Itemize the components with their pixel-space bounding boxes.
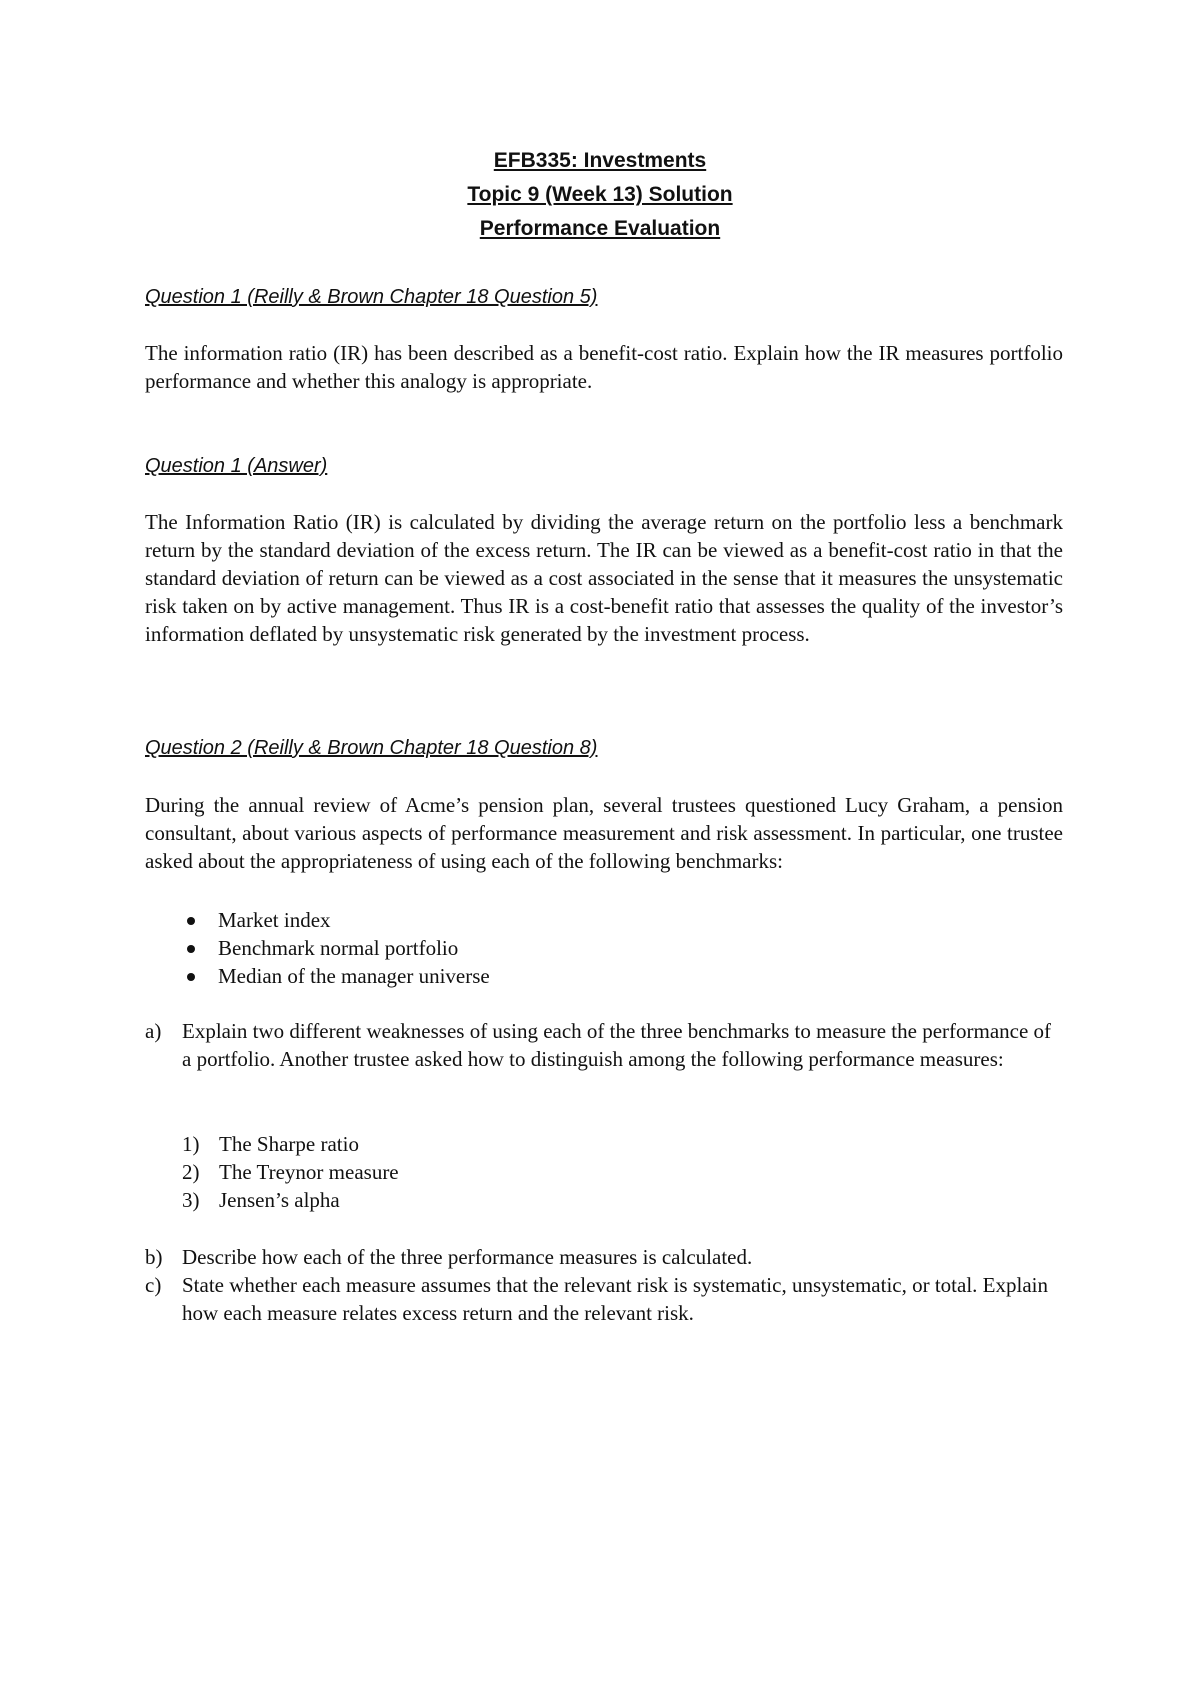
course-title: EFB335: Investments xyxy=(493,149,707,172)
topic-title: Topic 9 (Week 13) Solution xyxy=(467,183,733,206)
list-item xyxy=(182,1186,399,1214)
part-c-marker: c) xyxy=(145,1273,162,1297)
part-b-text: Describe how each of the three performance measures is calculated. xyxy=(182,1245,753,1269)
measure-number: 1) xyxy=(182,1132,200,1156)
benchmark-list xyxy=(185,906,490,990)
measure-label: The Sharpe ratio xyxy=(219,1132,359,1156)
part-a-text: Explain two different weaknesses of using each of the three benchmarks to measure the performance of a portfolio. Another trustee asked how to distinguish among the following performance measures: xyxy=(182,1019,1052,1071)
subject-title: Performance Evaluation xyxy=(479,217,721,240)
part-b xyxy=(145,1243,1063,1271)
list-item xyxy=(182,1130,399,1158)
list-item: Market index xyxy=(185,906,490,934)
document-title-block xyxy=(0,144,1200,246)
question-1-heading: Question 1 (Reilly & Brown Chapter 18 Question 5) xyxy=(145,286,598,308)
part-b-marker: b) xyxy=(145,1245,163,1269)
question-2-intro: During the annual review of Acme’s pension plan, several trustees questioned Lucy Graham, a pension consultant, about various aspects of performance measurement and risk assessment. In particular, one trustee asked about the appropriateness of using each of the following benchmarks: xyxy=(145,793,1063,873)
list-item: Median of the manager universe xyxy=(185,962,490,990)
measure-label: Jensen’s alpha xyxy=(219,1188,340,1212)
part-a-marker: a) xyxy=(145,1019,162,1043)
part-a xyxy=(145,1017,1063,1073)
part-c-text: State whether each measure assumes that the relevant risk is systematic, unsystematic, or total. Explain how each measure relates excess return and the relevant risk. xyxy=(182,1273,1048,1325)
question-1-text: The information ratio (IR) has been described as a benefit-cost ratio. Explain how the IR measures portfolio performance and whether this analogy is appropriate. xyxy=(145,341,1063,393)
answer-1-text: The Information Ratio (IR) is calculated by dividing the average return on the portfolio less a benchmark return by the standard deviation of the excess return. The IR can be viewed as a benefit-cost ratio in that the standard deviation of return can be viewed as a cost associated in the sense that it measures the unsystematic risk taken on by active management. Thus IR is a cost-benefit ratio that assesses the quality of the investor’s information deflated by unsystematic risk generated by the investment process. xyxy=(145,510,1063,646)
measure-label: The Treynor measure xyxy=(219,1160,399,1184)
measure-number: 3) xyxy=(182,1188,200,1212)
answer-1-heading: Question 1 (Answer) xyxy=(145,455,328,477)
measure-number: 2) xyxy=(182,1160,200,1184)
list-item xyxy=(182,1158,399,1186)
measures-list xyxy=(182,1130,399,1214)
question-2-heading: Question 2 (Reilly & Brown Chapter 18 Question 8) xyxy=(145,737,598,759)
list-item: Benchmark normal portfolio xyxy=(185,934,490,962)
part-c xyxy=(145,1271,1063,1327)
